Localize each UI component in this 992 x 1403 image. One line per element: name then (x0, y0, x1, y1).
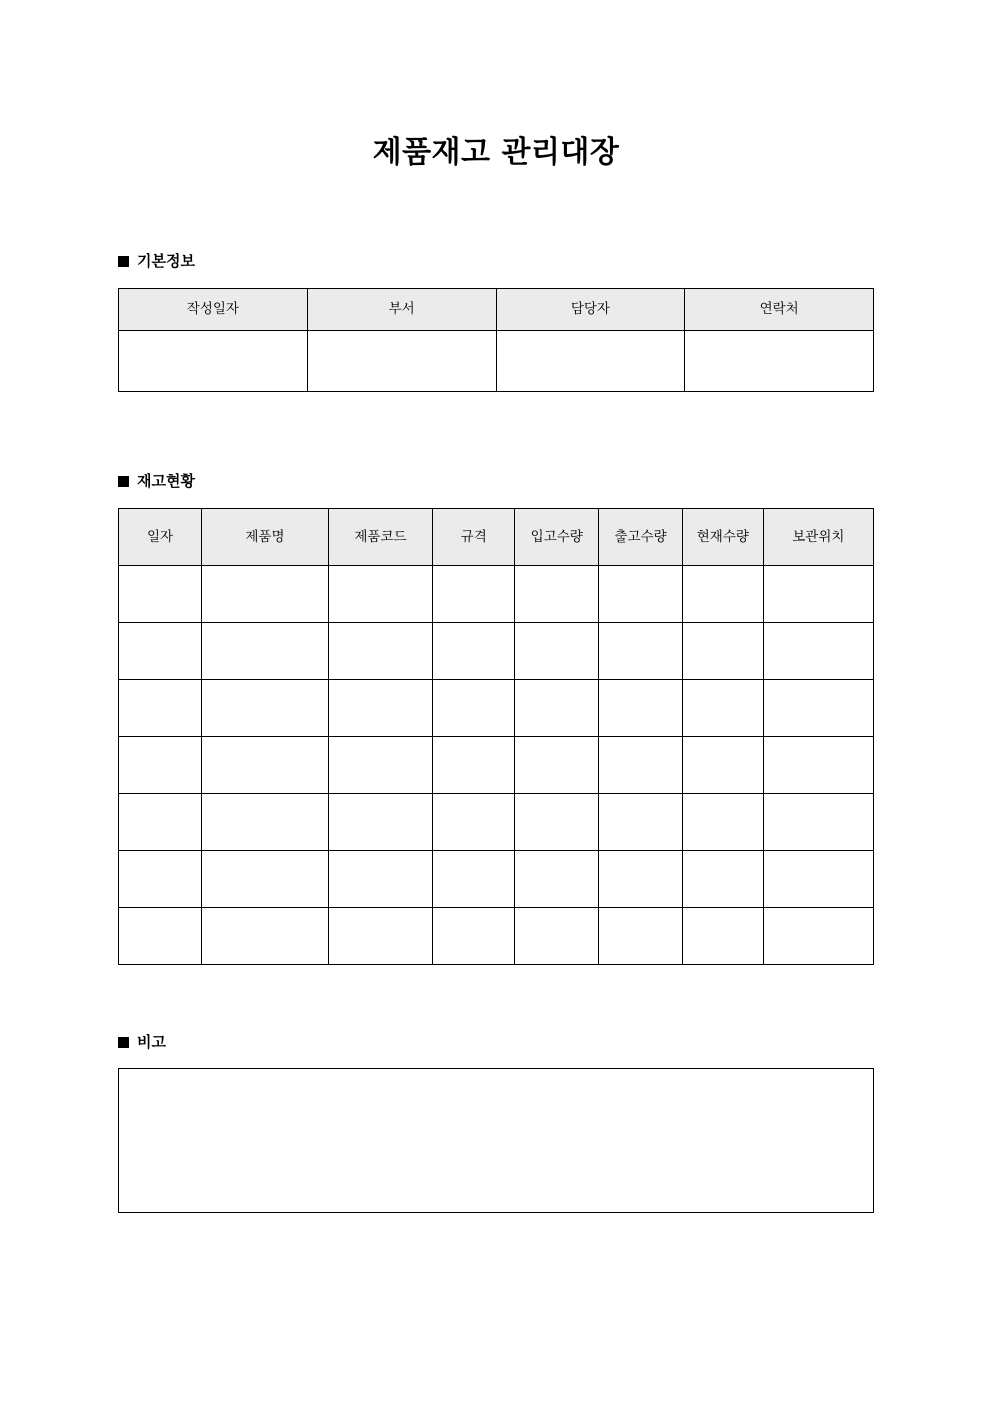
table-row (119, 623, 874, 680)
cell-date[interactable] (119, 737, 202, 794)
cell-date[interactable] (119, 794, 202, 851)
column-header-date: 일자 (119, 509, 202, 566)
cell-product-name[interactable] (202, 680, 329, 737)
cell-current-qty[interactable] (682, 851, 763, 908)
cell-write-date[interactable] (119, 331, 308, 392)
section-heading-label: 기본정보 (137, 252, 195, 270)
stock-status-table (118, 508, 874, 965)
cell-product-name[interactable] (202, 737, 329, 794)
cell-inbound-qty[interactable] (515, 737, 599, 794)
table-row (119, 851, 874, 908)
bullet-square-icon (118, 256, 129, 267)
cell-outbound-qty[interactable] (599, 851, 683, 908)
cell-product-name[interactable] (202, 623, 329, 680)
cell-storage-location[interactable] (763, 623, 873, 680)
column-header-inbound-qty: 입고수량 (515, 509, 599, 566)
table-header-row (119, 509, 874, 566)
section-heading-label: 재고현황 (137, 472, 195, 490)
section-heading-basic-info (118, 250, 195, 272)
column-header-current-qty: 현재수량 (682, 509, 763, 566)
cell-product-name[interactable] (202, 566, 329, 623)
column-header-write-date: 작성일자 (119, 289, 308, 331)
cell-storage-location[interactable] (763, 737, 873, 794)
cell-outbound-qty[interactable] (599, 680, 683, 737)
cell-product-name[interactable] (202, 908, 329, 965)
cell-date[interactable] (119, 851, 202, 908)
cell-spec[interactable] (433, 794, 515, 851)
cell-storage-location[interactable] (763, 680, 873, 737)
cell-product-code[interactable] (328, 908, 432, 965)
column-header-outbound-qty: 출고수량 (599, 509, 683, 566)
cell-contact[interactable] (685, 331, 874, 392)
cell-outbound-qty[interactable] (599, 566, 683, 623)
cell-spec[interactable] (433, 680, 515, 737)
cell-spec[interactable] (433, 623, 515, 680)
cell-inbound-qty[interactable] (515, 851, 599, 908)
cell-inbound-qty[interactable] (515, 623, 599, 680)
cell-outbound-qty[interactable] (599, 737, 683, 794)
cell-department[interactable] (307, 331, 496, 392)
cell-product-code[interactable] (328, 851, 432, 908)
cell-current-qty[interactable] (682, 908, 763, 965)
cell-current-qty[interactable] (682, 794, 763, 851)
cell-spec[interactable] (433, 737, 515, 794)
cell-inbound-qty[interactable] (515, 908, 599, 965)
cell-date[interactable] (119, 623, 202, 680)
cell-product-code[interactable] (328, 680, 432, 737)
cell-spec[interactable] (433, 851, 515, 908)
column-header-storage-location: 보관위치 (763, 509, 873, 566)
basic-info-table (118, 288, 874, 392)
cell-date[interactable] (119, 908, 202, 965)
cell-outbound-qty[interactable] (599, 908, 683, 965)
section-heading-label: 비고 (137, 1033, 166, 1051)
column-header-department: 부서 (307, 289, 496, 331)
bullet-square-icon (118, 1037, 129, 1048)
table-row (119, 331, 874, 392)
bullet-square-icon (118, 476, 129, 487)
column-header-contact: 연락처 (685, 289, 874, 331)
cell-manager[interactable] (496, 331, 685, 392)
cell-inbound-qty[interactable] (515, 680, 599, 737)
page-title: 제품재고 관리대장 (372, 135, 620, 170)
cell-outbound-qty[interactable] (599, 623, 683, 680)
column-header-product-name: 제품명 (202, 509, 329, 566)
cell-current-qty[interactable] (682, 623, 763, 680)
cell-product-name[interactable] (202, 794, 329, 851)
column-header-spec: 규격 (433, 509, 515, 566)
remarks-textarea[interactable] (118, 1068, 874, 1213)
cell-product-code[interactable] (328, 566, 432, 623)
table-header-row (119, 289, 874, 331)
cell-current-qty[interactable] (682, 737, 763, 794)
column-header-product-code: 제품코드 (328, 509, 432, 566)
table-row (119, 737, 874, 794)
cell-storage-location[interactable] (763, 566, 873, 623)
cell-spec[interactable] (433, 908, 515, 965)
cell-outbound-qty[interactable] (599, 794, 683, 851)
table-row (119, 908, 874, 965)
cell-product-code[interactable] (328, 623, 432, 680)
cell-date[interactable] (119, 566, 202, 623)
section-heading-stock-status (118, 470, 195, 492)
table-row (119, 680, 874, 737)
cell-storage-location[interactable] (763, 851, 873, 908)
cell-spec[interactable] (433, 566, 515, 623)
cell-product-name[interactable] (202, 851, 329, 908)
cell-product-code[interactable] (328, 737, 432, 794)
cell-date[interactable] (119, 680, 202, 737)
cell-inbound-qty[interactable] (515, 566, 599, 623)
column-header-manager: 담당자 (496, 289, 685, 331)
table-row (119, 566, 874, 623)
cell-current-qty[interactable] (682, 680, 763, 737)
cell-storage-location[interactable] (763, 794, 873, 851)
cell-storage-location[interactable] (763, 908, 873, 965)
cell-inbound-qty[interactable] (515, 794, 599, 851)
section-heading-remarks (118, 1031, 166, 1053)
cell-current-qty[interactable] (682, 566, 763, 623)
table-row (119, 794, 874, 851)
cell-product-code[interactable] (328, 794, 432, 851)
